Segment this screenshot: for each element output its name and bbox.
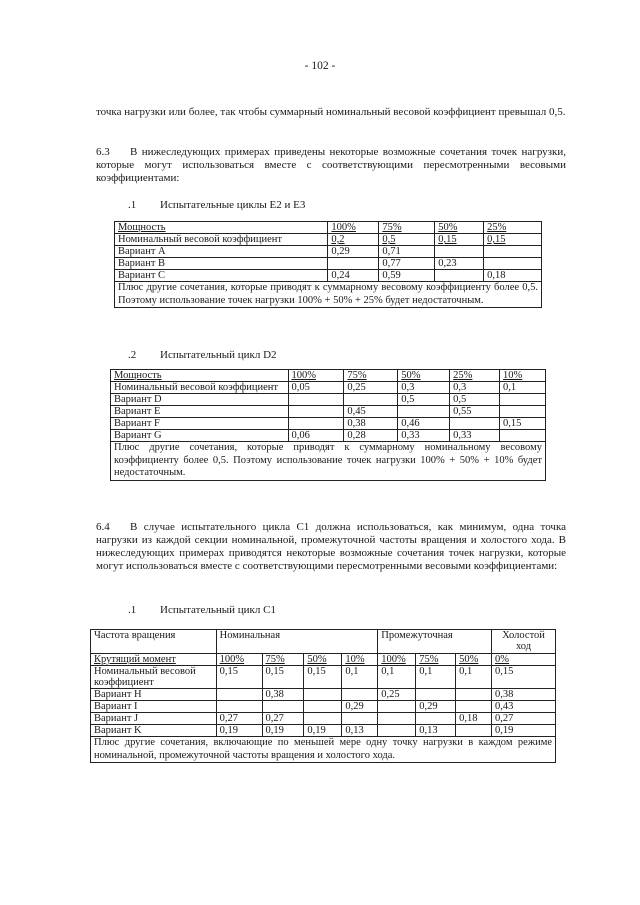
table-cell: Вариант D — [111, 394, 289, 406]
table-cell — [456, 689, 492, 701]
table-row — [91, 689, 556, 701]
table-cell — [342, 689, 378, 701]
table-cell: 0,38 — [262, 689, 304, 701]
table-cell: 0,05 — [288, 382, 344, 394]
table-note: Плюс другие сочетания, которые приводят к суммарному номинальному весовому коэффициенту более 0,5. Поэтому использование точек нагрузки 100% + 50% + 10% будет недостаточным. — [111, 442, 546, 481]
table-cell: Частота вращения — [91, 630, 217, 654]
section-6-3 — [96, 146, 566, 185]
page-number: - 102 - — [304, 60, 336, 72]
table-cell: 0,06 — [288, 430, 344, 442]
table-cell — [484, 258, 542, 270]
table-row — [91, 666, 556, 689]
table-cell: Номинальный весовой коэффициент — [115, 234, 328, 246]
table-note: Плюс другие сочетания, которые приводят к суммарному весовому коэффициенту более 0,5. Поэтому использование точек нагрузки 100% + 50% + 25% будет недостаточным. — [115, 282, 542, 308]
table-row — [115, 258, 542, 270]
table-cell: Вариант А — [115, 246, 328, 258]
table-cell: 50% — [304, 654, 342, 666]
table-cell — [216, 701, 262, 713]
table-cell: 0,28 — [344, 430, 398, 442]
table-cell: 0,55 — [450, 406, 500, 418]
table-cell: 0,38 — [344, 418, 398, 430]
table-row — [115, 234, 542, 246]
subsection-2-number: .2 — [128, 349, 137, 361]
table-cell: 0,1 — [500, 382, 546, 394]
table-cell: Холостой ход — [492, 630, 556, 654]
table-cell: 100% — [378, 654, 416, 666]
table-cell: 10% — [500, 370, 546, 382]
table-cell — [456, 701, 492, 713]
table-cell — [216, 689, 262, 701]
table-cell: 100% — [288, 370, 344, 382]
table-row — [91, 725, 556, 737]
table-cell: 0,29 — [342, 701, 378, 713]
table-cell — [435, 246, 484, 258]
table-cell — [288, 406, 344, 418]
table-cell: Вариант H — [91, 689, 217, 701]
table-row — [91, 737, 556, 763]
table-row — [111, 370, 546, 382]
table-cell: 0,38 — [492, 689, 556, 701]
table-cell: 0,18 — [484, 270, 542, 282]
table-cell — [416, 689, 456, 701]
table-cell — [500, 406, 546, 418]
subsection-2-title: Испытательный цикл D2 — [160, 349, 277, 361]
table-cell — [262, 701, 304, 713]
table-cell: 75% — [344, 370, 398, 382]
table-cell — [456, 725, 492, 737]
table-cell: 0,15 — [484, 234, 542, 246]
table-cell: Вариант F — [111, 418, 289, 430]
table-cell: 0,27 — [262, 713, 304, 725]
table-cell: 0,1 — [416, 666, 456, 689]
table-e2-e3 — [114, 221, 542, 308]
table-row — [115, 246, 542, 258]
table-cell — [484, 246, 542, 258]
subsection-2-heading — [128, 349, 277, 361]
section-6-4-number: 6.4 — [96, 521, 110, 533]
table-cell: 0,19 — [304, 725, 342, 737]
table-cell: Крутящий момент — [91, 654, 217, 666]
table-cell — [304, 689, 342, 701]
section-6-3-text: В нижеследующих примерах приведены некоторые возможные сочетания точек нагрузки, которые могут использоваться вместе с соответствующими пересмотренными весовыми коэффициентами: — [96, 146, 566, 184]
table-cell: 0,23 — [435, 258, 484, 270]
subsection-1-title: Испытательные циклы E2 и E3 — [160, 199, 306, 211]
table-row — [111, 382, 546, 394]
table-cell: 0,2 — [328, 234, 379, 246]
table-cell — [450, 418, 500, 430]
table-cell: 100% — [328, 222, 379, 234]
table-cell: 0,1 — [378, 666, 416, 689]
table-cell: 0,77 — [379, 258, 435, 270]
table-row — [115, 282, 542, 308]
table-cell — [378, 701, 416, 713]
table-cell: 75% — [416, 654, 456, 666]
table-cell: 0,5 — [450, 394, 500, 406]
section-6-4 — [96, 521, 566, 573]
table-cell — [378, 713, 416, 725]
table-cell: 0,1 — [342, 666, 378, 689]
table-cell: 0,15 — [500, 418, 546, 430]
table-cell — [288, 394, 344, 406]
table-cell — [416, 713, 456, 725]
table-cell — [500, 394, 546, 406]
table-cell: 0,18 — [456, 713, 492, 725]
table-cell: Вариант E — [111, 406, 289, 418]
table-row — [91, 713, 556, 725]
table-cell: 0,13 — [342, 725, 378, 737]
table-cell — [344, 394, 398, 406]
table-cell: 0,24 — [328, 270, 379, 282]
subsection-3-heading — [128, 604, 276, 616]
table-row — [111, 430, 546, 442]
subsection-3-title: Испытательный цикл C1 — [160, 604, 276, 616]
table-cell: Вариант J — [91, 713, 217, 725]
table-row — [111, 394, 546, 406]
table-cell: Номинальная — [216, 630, 378, 654]
table-cell: Промежуточная — [378, 630, 492, 654]
table-cell: 0,25 — [344, 382, 398, 394]
table-cell: 0,15 — [262, 666, 304, 689]
table-cell: 75% — [379, 222, 435, 234]
table-row — [111, 406, 546, 418]
table-cell: Вариант I — [91, 701, 217, 713]
intro-paragraph: точка нагрузки или более, так чтобы суммарный номинальный весовой коэффициент превышал 0,5. — [96, 106, 566, 118]
table-cell: Номинальный весовой коэффициент — [91, 666, 217, 689]
table-cell: 0,43 — [492, 701, 556, 713]
table-cell: 0,19 — [216, 725, 262, 737]
table-cell: Вариант С — [115, 270, 328, 282]
subsection-1-number: .1 — [128, 199, 137, 211]
table-cell: 10% — [342, 654, 378, 666]
table-cell: 25% — [450, 370, 500, 382]
subsection-3-number: .1 — [128, 604, 137, 616]
table-cell: 0,3 — [398, 382, 450, 394]
table-row — [115, 222, 542, 234]
table-row — [91, 701, 556, 713]
table-cell: 0,59 — [379, 270, 435, 282]
table-cell: 50% — [398, 370, 450, 382]
table-row — [115, 270, 542, 282]
table-cell: 50% — [456, 654, 492, 666]
table-cell: 0,71 — [379, 246, 435, 258]
table-cell: 0,5 — [379, 234, 435, 246]
section-6-4-text: В случае испытательного цикла C1 должна использоваться, как минимум, одна точка нагрузки из каждой секции номинальной, промежуточной частоты вращения и холостого хода. В нижеследующих примерах приводятся некоторые возможные сочетания точек нагрузки, которые могут использоваться вместе с соответствующими пересмотренными весовыми коэффициентами: — [96, 521, 566, 572]
table-d2 — [110, 369, 546, 481]
table-cell — [328, 258, 379, 270]
table-cell: 0,45 — [344, 406, 398, 418]
table-cell: Номинальный весовой коэффициент — [111, 382, 289, 394]
subsection-1-heading — [128, 199, 305, 211]
table-cell: 0,13 — [416, 725, 456, 737]
table-cell: 0,33 — [450, 430, 500, 442]
table-cell: 0,29 — [416, 701, 456, 713]
table-cell: 0,15 — [304, 666, 342, 689]
table-cell: 0,1 — [456, 666, 492, 689]
table-cell: 25% — [484, 222, 542, 234]
table-cell: 0,19 — [262, 725, 304, 737]
table-cell: 0% — [492, 654, 556, 666]
table-cell — [304, 701, 342, 713]
table-cell — [500, 430, 546, 442]
table-cell: 75% — [262, 654, 304, 666]
table-cell: Вариант В — [115, 258, 328, 270]
table-cell: 0,33 — [398, 430, 450, 442]
table-cell — [435, 270, 484, 282]
table-cell: 0,15 — [492, 666, 556, 689]
table-cell: Мощность — [111, 370, 289, 382]
table-cell: 0,3 — [450, 382, 500, 394]
table-cell: Мощность — [115, 222, 328, 234]
table-cell: Вариант K — [91, 725, 217, 737]
table-cell — [304, 713, 342, 725]
table-c1 — [90, 629, 556, 763]
table-cell — [342, 713, 378, 725]
table-cell — [398, 406, 450, 418]
table-cell: 0,25 — [378, 689, 416, 701]
table-note: Плюс другие сочетания, включающие по меньшей мере одну точку нагрузки в каждом режиме номинальной, промежуточной частоты вращения и холостого хода. — [91, 737, 556, 763]
table-cell: 0,5 — [398, 394, 450, 406]
section-6-3-number: 6.3 — [96, 146, 110, 158]
table-row — [91, 630, 556, 654]
table-cell: 50% — [435, 222, 484, 234]
table-row — [111, 442, 546, 481]
table-cell: 100% — [216, 654, 262, 666]
table-cell — [378, 725, 416, 737]
table-cell: 0,27 — [492, 713, 556, 725]
table-cell: 0,19 — [492, 725, 556, 737]
table-cell: 0,27 — [216, 713, 262, 725]
table-row — [111, 418, 546, 430]
table-cell — [288, 418, 344, 430]
table-cell: 0,15 — [216, 666, 262, 689]
table-row — [91, 654, 556, 666]
table-cell: 0,29 — [328, 246, 379, 258]
table-cell: 0,15 — [435, 234, 484, 246]
table-cell: 0,46 — [398, 418, 450, 430]
table-cell: Вариант G — [111, 430, 289, 442]
